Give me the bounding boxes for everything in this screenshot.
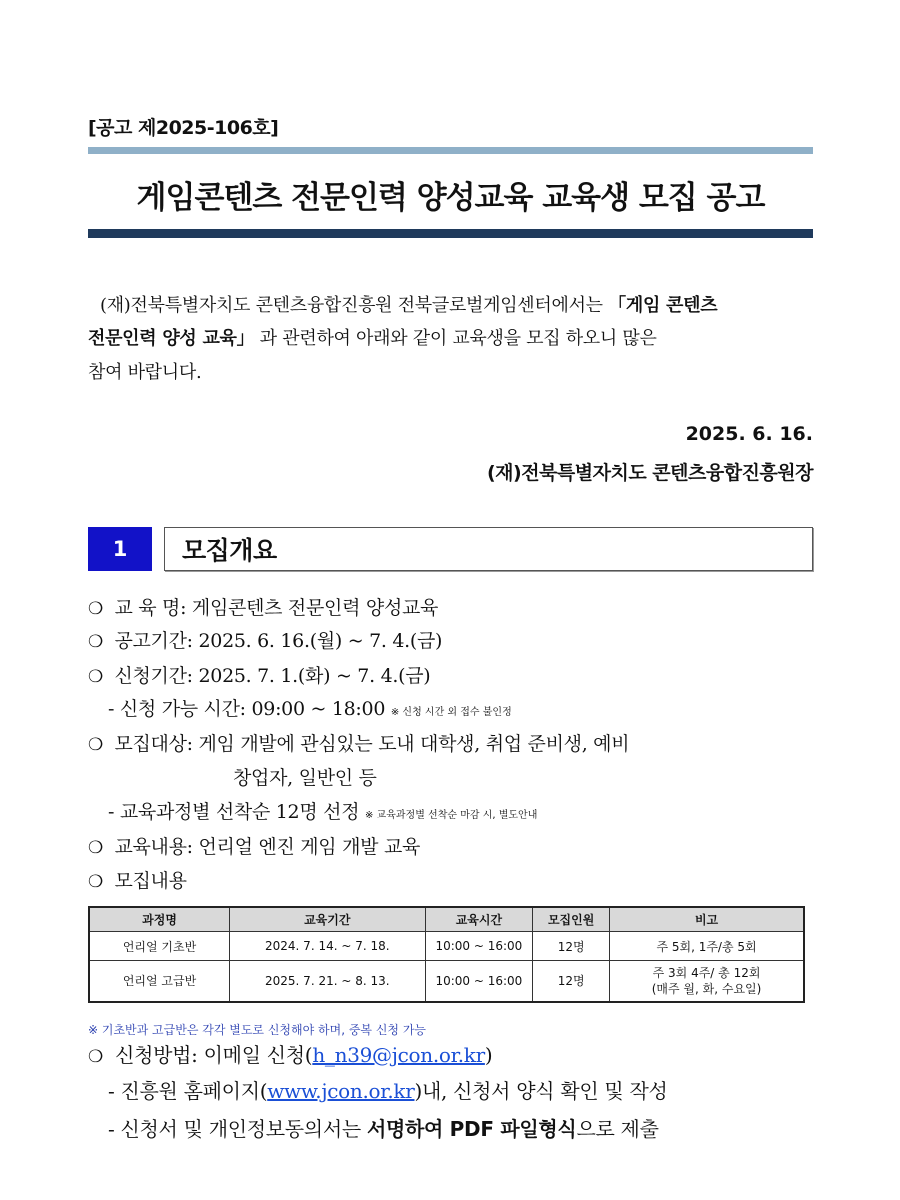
item-submit xyxy=(108,1117,838,1141)
item-content xyxy=(88,835,818,860)
item-target xyxy=(88,732,818,757)
section-title: 모집개요 xyxy=(182,536,277,565)
intro-text: (재)전북특별자치도 콘텐츠융합진흥원 전북글로벌게임센터에서는 xyxy=(100,295,609,316)
item-text: 모집내용 xyxy=(114,870,187,892)
circle-bullet-icon: ❍ xyxy=(88,667,103,687)
item-target-continued: 창업자, 일반인 등 xyxy=(233,767,377,789)
table-header: 비고 xyxy=(610,907,804,932)
note-line-2: (매주 월, 화, 수요일) xyxy=(651,982,762,996)
title-rule-bottom xyxy=(88,229,813,238)
item-notice-period xyxy=(88,629,818,654)
intro-line-1 xyxy=(88,295,813,317)
document-title: 게임콘텐츠 전문인력 양성교육 교육생 모집 공고 xyxy=(136,180,765,216)
course-cell: 언리얼 고급반 xyxy=(89,961,230,1003)
item-apply-time xyxy=(108,697,838,725)
circle-bullet-icon: ❍ xyxy=(88,1047,103,1067)
item-text: 신청기간: 2025. 7. 1.(화) ~ 7. 4.(금) xyxy=(114,665,431,687)
intro-bold-text: 「게임 콘텐츠 xyxy=(608,295,718,316)
circle-bullet-icon: ❍ xyxy=(88,735,103,755)
table-header: 교육시간 xyxy=(425,907,533,932)
item-text: 공고기간: 2025. 6. 16.(월) ~ 7. 4.(금) xyxy=(114,630,443,652)
table-row xyxy=(89,932,804,961)
time-cell: 10:00 ~ 16:00 xyxy=(425,961,533,1003)
item-text: 모집대상: 게임 개발에 관심있는 도내 대학생, 취업 준비생, 예비 xyxy=(114,733,630,755)
table-row xyxy=(89,961,804,1003)
section-number-badge: 1 xyxy=(88,527,152,571)
circle-bullet-icon: ❍ xyxy=(88,838,103,858)
item-text: 신청방법: 이메일 신청( xyxy=(115,1043,313,1067)
circle-bullet-icon: ❍ xyxy=(88,599,103,619)
homepage-link[interactable]: www.jcon.or.kr xyxy=(267,1079,415,1103)
table-header: 모집인원 xyxy=(533,907,610,932)
circle-bullet-icon: ❍ xyxy=(88,632,103,652)
item-course-name xyxy=(88,596,818,621)
table-header-row xyxy=(89,907,804,932)
item-apply-method xyxy=(88,1043,818,1069)
email-link[interactable]: h_n39@jcon.or.kr xyxy=(312,1043,485,1067)
circle-bullet-icon: ❍ xyxy=(88,872,103,892)
selection-note: ※ 교육과정별 선착순 마감 시, 별도안내 xyxy=(365,810,538,821)
recruit-table xyxy=(88,906,805,1003)
period-cell: 2024. 7. 14. ~ 7. 18. xyxy=(230,932,425,961)
organization-signature: (재)전북특별자치도 콘텐츠융합진흥원장 xyxy=(486,462,813,484)
title-rule-top xyxy=(88,147,813,154)
submit-bold-text: 서명하여 PDF 파일형식 xyxy=(366,1117,577,1141)
intro-text: 과 관련하여 아래와 같이 교육생을 모집 하오니 많은 xyxy=(254,328,657,349)
table-header: 교육기간 xyxy=(230,907,425,932)
notice-number: [공고 제2025-106호] xyxy=(88,117,279,139)
item-homepage xyxy=(108,1079,838,1103)
count-cell: 12명 xyxy=(533,961,610,1003)
course-cell: 언리얼 기초반 xyxy=(89,932,230,961)
item-text: - 교육과정별 선착순 12명 선정 xyxy=(108,801,360,823)
intro-line-3: 참여 바랍니다. xyxy=(88,362,202,383)
item-selection xyxy=(108,800,838,828)
item-text: - 진흥원 홈페이지( xyxy=(108,1079,268,1103)
notice-date: 2025. 6. 16. xyxy=(685,423,813,445)
note-cell xyxy=(610,961,804,1003)
count-cell: 12명 xyxy=(533,932,610,961)
time-cell: 10:00 ~ 16:00 xyxy=(425,932,533,961)
apply-time-note: ※ 신청 시간 외 접수 불인정 xyxy=(390,707,512,718)
note-line-1: 주 3회 4주/ 총 12회 xyxy=(652,966,761,980)
item-text: ) xyxy=(484,1043,493,1067)
table-note: ※ 기초반과 고급반은 각각 별도로 신청해야 하며, 중복 신청 가능 xyxy=(88,1023,427,1037)
item-text: - 신청 가능 시간: 09:00 ~ 18:00 xyxy=(108,698,386,720)
period-cell: 2025. 7. 21. ~ 8. 13. xyxy=(230,961,425,1003)
item-text: - 신청서 및 개인정보동의서는 xyxy=(108,1117,367,1141)
item-recruit xyxy=(88,869,818,894)
table-header: 과정명 xyxy=(89,907,230,932)
item-text: 교육내용: 언리얼 엔진 게임 개발 교육 xyxy=(114,836,421,858)
note-cell: 주 5회, 1주/총 5회 xyxy=(610,932,804,961)
item-text: )내, 신청서 양식 확인 및 작성 xyxy=(414,1079,668,1103)
item-apply-period xyxy=(88,664,818,689)
intro-line-2 xyxy=(88,328,813,350)
item-text: 교 육 명: 게임콘텐츠 전문인력 양성교육 xyxy=(114,597,439,619)
intro-bold-text: 전문인력 양성 교육」 xyxy=(88,328,255,349)
item-text: 으로 제출 xyxy=(576,1117,659,1141)
